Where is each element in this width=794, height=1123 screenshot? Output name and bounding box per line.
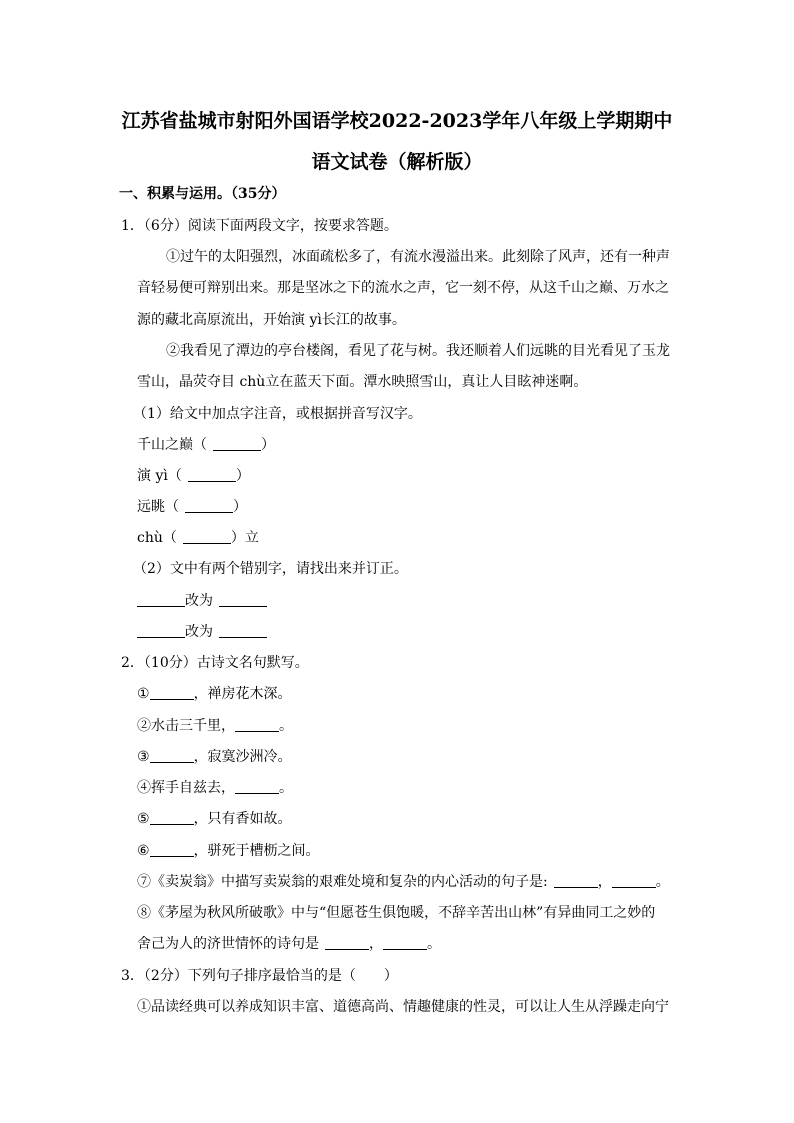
item-text: ，: [369, 936, 383, 952]
q1-answer-3: [137, 497, 247, 517]
item-text: ②水击三千里，: [137, 718, 235, 734]
q1-answer-2: [137, 466, 250, 486]
item-text: 舍己为人的济世情怀的诗句是: [137, 936, 319, 952]
q2-item-5: [137, 809, 292, 829]
q2-stem: 2．（10分）古诗文名句默写。: [121, 655, 309, 671]
answer-blank[interactable]: [188, 467, 236, 482]
item-text: ⑦《卖炭翁》中描写卖炭翁的艰难处境和复杂的内心活动的句子是:: [137, 874, 548, 890]
q1-passage2-line1: ②我看见了潭边的亭台楼阁，看见了花与树。我还顺着人们远眺的目光看见了玉龙: [166, 343, 670, 359]
answer-close: ）: [261, 437, 275, 453]
answer-blank[interactable]: [235, 779, 279, 794]
change-label: 改为: [185, 593, 213, 609]
q2-item-4: [137, 778, 293, 798]
item-text: ，: [597, 874, 612, 890]
answer-blank[interactable]: [183, 529, 231, 544]
answer-blank[interactable]: [150, 842, 194, 857]
answer-label: 千山之巅（: [137, 437, 207, 453]
section-heading: 一、积累与运用。（35分）: [119, 186, 286, 202]
q1-answer-4: [137, 528, 259, 548]
q1-answer-1: [137, 435, 275, 455]
answer-blank[interactable]: [219, 623, 267, 638]
item-text: 。: [427, 936, 441, 952]
item-text: ⑤: [137, 811, 150, 827]
q2-item-7: [137, 872, 670, 892]
q2-item-3: [137, 747, 292, 767]
q1-correction-1: [137, 591, 267, 611]
exam-title-line2: 语文试卷（解析版）: [311, 151, 483, 173]
q1-sub1: （1）给文中加点字注音，或根据拼音写汉字。: [133, 406, 422, 422]
q2-item-1: [137, 684, 292, 704]
q1-passage2-line2: 雪山，晶荧夺目 chù立在蓝天下面。潭水映照雪山，真让人目眩神迷啊。: [137, 374, 588, 390]
answer-blank[interactable]: [219, 592, 267, 607]
item-text: ，寂寞沙洲冷。: [193, 749, 292, 765]
answer-blank[interactable]: [325, 935, 369, 950]
item-text: ④挥手自兹去，: [137, 780, 235, 796]
q2-item-8-line2: [137, 934, 441, 954]
item-text: 。: [655, 874, 670, 890]
answer-blank[interactable]: [213, 436, 261, 451]
q3-stem: 3．（2分）下列句子排序最恰当的是（ ）: [121, 968, 398, 984]
change-label: 改为: [185, 624, 213, 640]
answer-blank[interactable]: [383, 935, 427, 950]
q2-item-2: [137, 716, 293, 736]
item-text: ，禅房花木深。: [193, 686, 292, 702]
item-text: ⑥: [137, 843, 150, 859]
q2-item-8-line1: ⑧《茅屋为秋风所破歌》中与“但愿苍生俱饱暖，不辞辛苦出山林”有异曲同工之妙的: [137, 905, 656, 921]
answer-blank[interactable]: [612, 873, 656, 888]
q1-correction-2: [137, 622, 267, 642]
answer-label: 演 yì（: [137, 468, 182, 484]
q1-passage1-line3: 源的藏北高原流出，开始演 yì长江的故事。: [137, 312, 406, 328]
item-text: 。: [279, 780, 293, 796]
answer-label: chù（: [137, 530, 177, 546]
q1-passage1-line1: ①过午的太阳强烈，冰面疏松多了，有流水漫溢出来。此刻除了风声，还有一种声: [166, 249, 670, 265]
answer-close: ）: [233, 499, 247, 515]
answer-blank[interactable]: [150, 748, 194, 763]
answer-blank[interactable]: [150, 685, 194, 700]
answer-close: ）: [235, 468, 250, 484]
item-text: ，只有香如故。: [193, 811, 292, 827]
item-text: ，骈死于槽枥之间。: [193, 843, 320, 859]
q3-line1: ①品读经典可以养成知识丰富、道德高尚、情趣健康的性灵，可以让人生从浮躁走向宁: [137, 999, 669, 1015]
q1-stem: 1．（6分）阅读下面两段文字，按要求答题。: [121, 218, 398, 234]
q2-item-6: [137, 841, 320, 861]
answer-blank[interactable]: [235, 717, 279, 732]
answer-blank[interactable]: [137, 592, 185, 607]
item-text: 。: [279, 718, 293, 734]
answer-blank[interactable]: [185, 498, 233, 513]
answer-label: 远眺（: [137, 499, 179, 515]
answer-blank[interactable]: [150, 810, 194, 825]
item-text: ③: [137, 749, 150, 765]
q1-passage1-line2: 音轻易便可辩别出来。那是坚冰之下的流水之声，它一刻不停，从这千山之巅、万水之: [137, 280, 669, 296]
answer-blank[interactable]: [554, 873, 598, 888]
answer-close: ）立: [230, 530, 259, 546]
exam-title-line1: 江苏省盐城市射阳外国语学校2022-2023学年八年级上学期期中: [121, 110, 673, 132]
item-text: ①: [137, 686, 150, 702]
q1-sub2: （2）文中有两个错别字，请找出来并订正。: [133, 561, 408, 577]
answer-blank[interactable]: [137, 623, 185, 638]
